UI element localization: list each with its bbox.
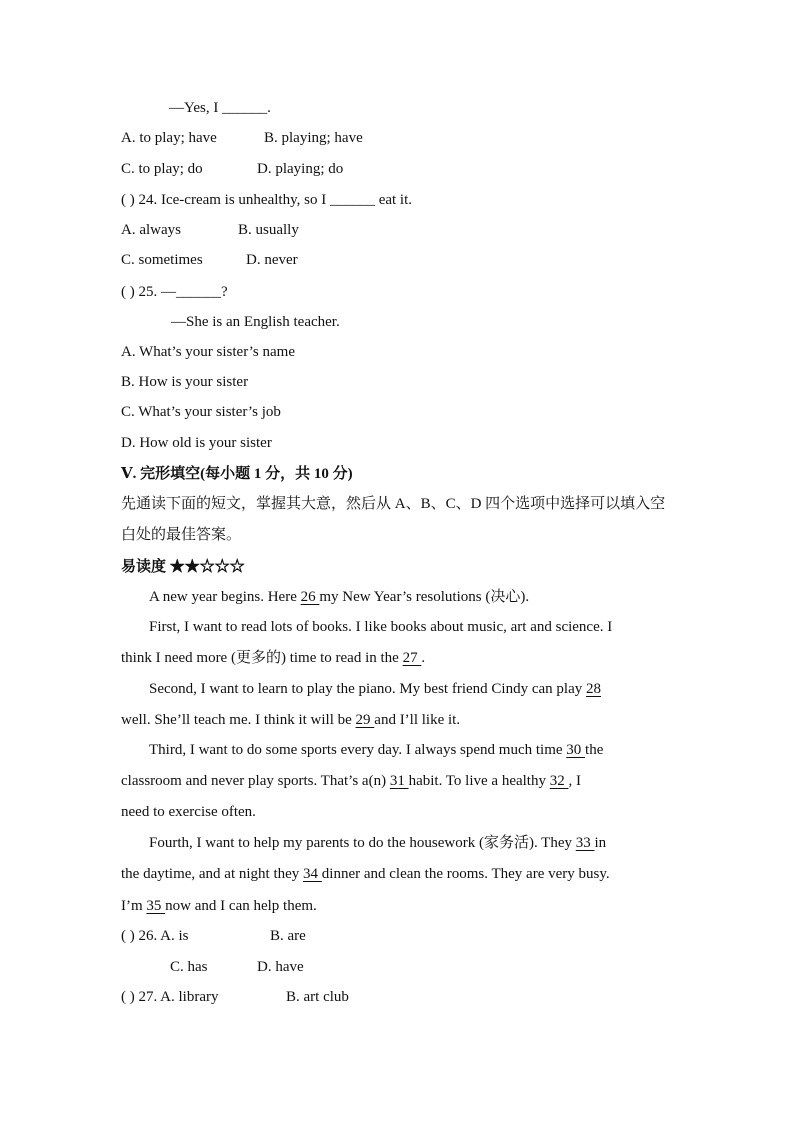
q25-answer-line: —She is an English teacher. (171, 314, 340, 330)
passage-text: and I’ll like it. (374, 712, 461, 728)
q24-option-d: D. never (246, 252, 298, 268)
passage-line-6 (149, 740, 603, 760)
passage-text: now and I can help them. (165, 898, 317, 914)
passage-text: A new year begins. Here (149, 589, 301, 605)
passage-text: Third, I want to do some sports every day. I always spend much time (149, 742, 567, 758)
q23-option-b: B. playing; have (264, 130, 363, 146)
passage-line-10 (121, 864, 610, 884)
blank-29: 29 (355, 712, 375, 728)
blank-30: 30 (566, 742, 586, 758)
q26-option-a: ( ) 26. A. is (121, 928, 189, 944)
q24-question: ( ) 24. Ice-cream is unhealthy, so I ______ eat it. (121, 192, 413, 208)
passage-text: think I need more (更多的) time to read in the (121, 650, 403, 666)
passage-text: , I (568, 773, 581, 789)
q27-option-b: B. art club (286, 989, 349, 1005)
q25-option-d: D. How old is your sister (121, 435, 272, 451)
passage-text: dinner and clean the rooms. They are very busy. (321, 866, 610, 882)
passage-line-7 (121, 771, 581, 791)
passage-text: my New Year’s resolutions (决心). (319, 589, 530, 605)
passage-text: Second, I want to learn to play the piano. My best friend Cindy can play (149, 681, 586, 697)
passage-line-11 (121, 896, 317, 916)
blank-32: 32 (549, 773, 569, 789)
passage-line-1 (149, 587, 529, 607)
blank-33: 33 (575, 835, 595, 851)
q26-option-c: C. has (170, 959, 208, 975)
passage-text: well. She’ll teach me. I think it will be (121, 712, 356, 728)
blank-27: 27 (402, 650, 422, 666)
passage-line-4 (149, 679, 601, 699)
passage-text: habit. To live a healthy (408, 773, 550, 789)
q26-option-d: D. have (257, 959, 304, 975)
passage-text: . (421, 650, 426, 666)
passage-text: I’m (121, 898, 147, 914)
passage-line-3 (121, 648, 425, 668)
passage-text: Fourth, I want to help my parents to do the housework (家务活). They (149, 835, 576, 851)
q25-option-c: C. What’s your sister’s job (121, 404, 281, 420)
section-title: Ⅴ. 完形填空(每小题 1 分，共 10 分) (121, 466, 353, 482)
passage-line-9 (149, 833, 606, 853)
passage-text: classroom and never play sports. That’s a(n) (121, 773, 390, 789)
q26-option-b: B. are (270, 928, 306, 944)
passage-text: the (585, 742, 604, 758)
blank-28: 28 (585, 681, 601, 697)
q23-option-a: A. to play; have (121, 130, 217, 146)
q24-option-c: C. sometimes (121, 252, 203, 268)
passage-line-2: First, I want to read lots of books. I like books about music, art and science. I (149, 619, 613, 635)
blank-34: 34 (303, 866, 322, 882)
blank-31: 31 (389, 773, 409, 789)
passage-text: the daytime, and at night they (121, 866, 304, 882)
passage-text: in (594, 835, 607, 851)
blank-35: 35 (146, 898, 166, 914)
q23-option-d: D. playing; do (257, 161, 344, 177)
q24-option-b: B. usually (238, 222, 299, 238)
blank-26: 26 (300, 589, 320, 605)
instructions-line-2: 白处的最佳答案。 (121, 527, 242, 543)
q27-option-a: ( ) 27. A. library (121, 989, 219, 1005)
passage-line-5 (121, 710, 460, 730)
q23-answer-line: —Yes, I ______. (169, 100, 271, 116)
instructions-line-1: 先通读下面的短文，掌握其大意，然后从 A、B、C、D 四个选项中选择可以填入空 (121, 496, 666, 512)
q25-option-a: A. What’s your sister’s name (121, 344, 296, 360)
passage-line-8: need to exercise often. (121, 804, 256, 820)
q24-option-a: A. always (121, 222, 181, 238)
q25-option-b: B. How is your sister (121, 374, 249, 390)
q23-option-c: C. to play; do (121, 161, 203, 177)
difficulty-rating: 易读度 ★★☆☆☆ (121, 559, 245, 575)
q25-question: ( ) 25. —______? (121, 284, 228, 300)
